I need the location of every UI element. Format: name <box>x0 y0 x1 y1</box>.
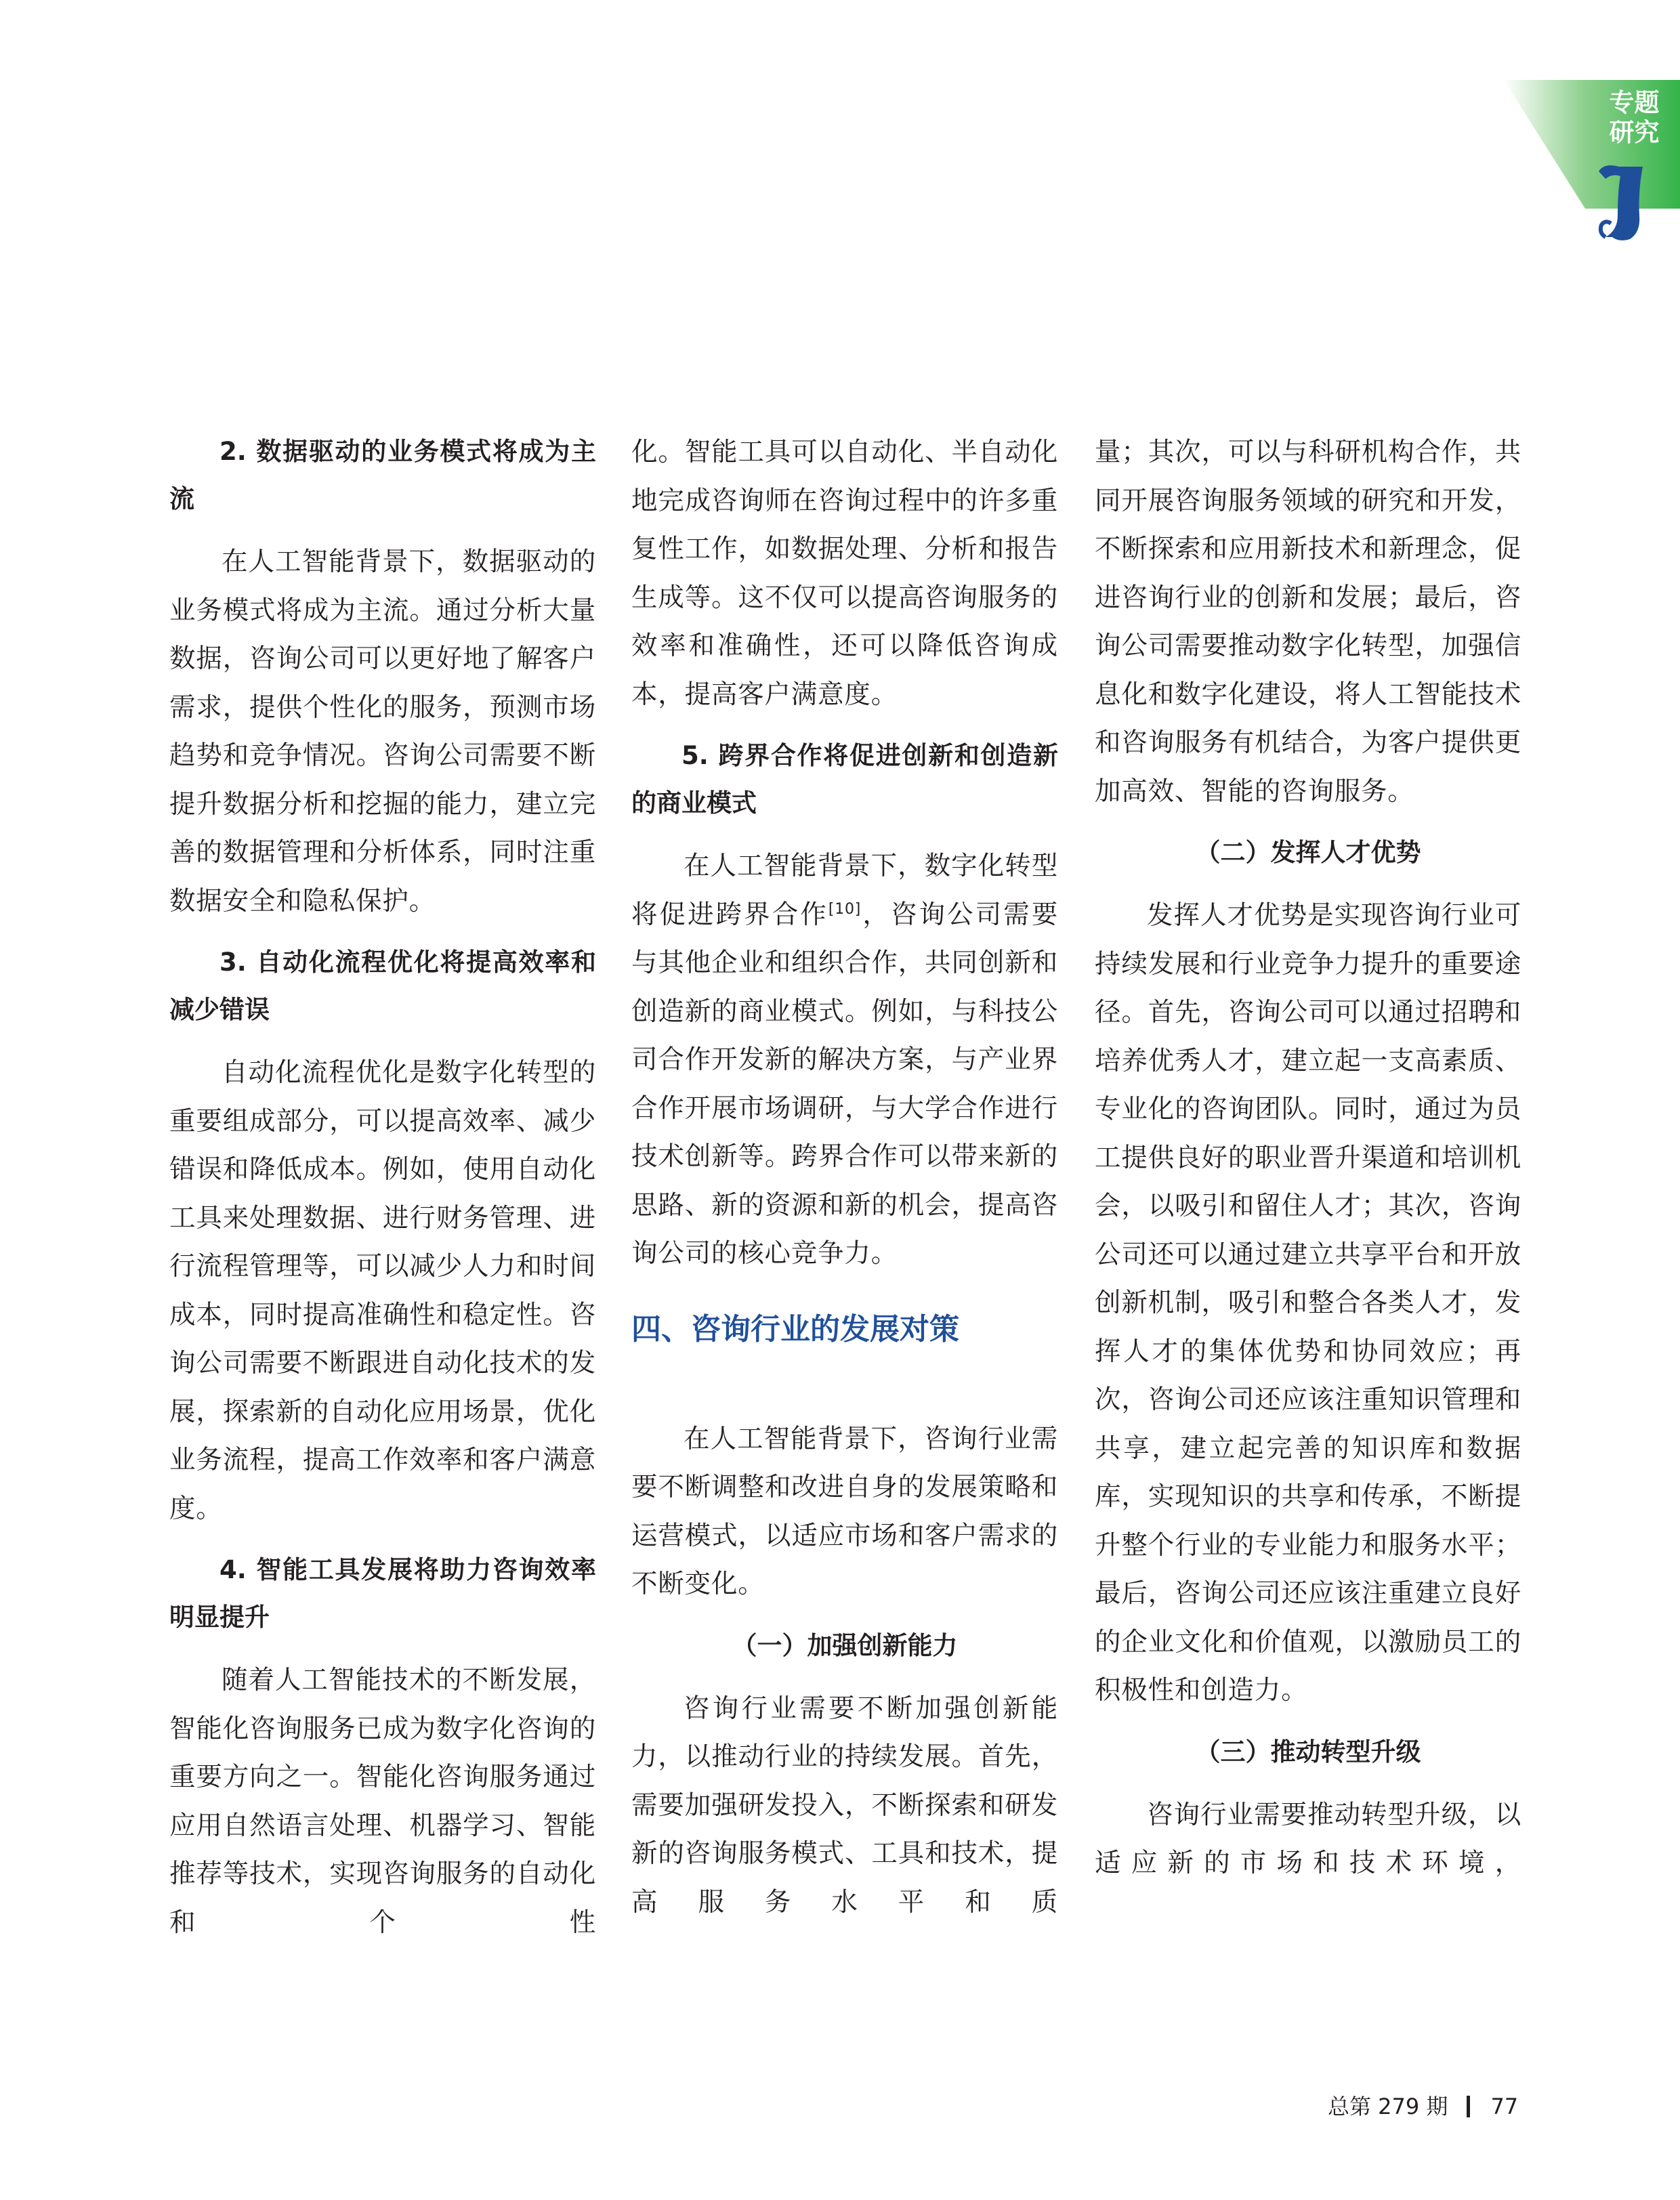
page-footer <box>1328 2093 1518 2120</box>
subsection-3-paragraph: 咨询行业需要推动转型升级，以适应新的市场和技术环境， <box>1095 1799 1521 1878</box>
subsection-1-continued: 量；其次，可以与科研机构合作，共同开展咨询服务领域的研究和开发，不断探索和应用新技术和新理念，促进咨询行业的创新和发展；最后，咨询公司需要推动数字化转型，加强信息化和数字化建设，将人工智能技术和咨询服务有机结合，为客户提供更加高效、智能的咨询服务。 <box>1095 437 1521 807</box>
paragraph-5 <box>631 842 1058 1278</box>
section-title: 四、咨询行业的发展对策 <box>631 1311 959 1347</box>
heading-4: 4. 智能工具发展将助力咨询效率明显提升 <box>169 1555 596 1632</box>
paragraph-2: 在人工智能背景下，数据驱动的业务模式将成为主流。通过分析大量数据，咨询公司可以更好地了解客户需求，提供个性化的服务，预测市场趋势和竞争情况。咨询公司需要不断提升数据分析和挖掘的能力，建立完善的数据管理和分析体系，同时注重数据安全和隐私保护。 <box>169 547 596 916</box>
heading-5: 5. 跨界合作将促进创新和创造新的商业模式 <box>631 741 1058 818</box>
paragraph-5-text-b: ，咨询公司需要与其他企业和组织合作，共同创新和创造新的商业模式。例如，与科技公司合作开发新的解决方案，与产业界合作开展市场调研，与大学合作进行技术创新等。跨界合作可以带来新的思路、新的资源和新的机会，提高咨询公司的核心竞争力。 <box>631 899 1058 1269</box>
paragraph-4-continued: 化。智能工具可以自动化、半自动化地完成咨询师在咨询过程中的许多重复性工作，如数据处理、分析和报告生成等。这不仅可以提高咨询服务的效率和准确性，还可以降低咨询成本，提高客户满意度。 <box>631 437 1058 710</box>
subsection-1-paragraph: 咨询行业需要不断加强创新能力，以推动行业的持续发展。首先，需要加强研发投入，不断探索和研发新的咨询服务模式、工具和技术，提高服务水平和质 <box>631 1693 1058 1918</box>
section-badge-label <box>1589 88 1680 148</box>
column-2 <box>631 428 1058 1926</box>
paragraph-4: 随着人工智能技术的不断发展，智能化咨询服务已成为数字化咨询的重要方向之一。智能化咨询服务通过应用自然语言处理、机器学习、智能推荐等技术，实现咨询服务的自动化和个性 <box>169 1665 596 1938</box>
subheading-1: （一）加强创新能力 <box>732 1630 958 1660</box>
heading-3: 3. 自动化流程优化将提高效率和减少错误 <box>169 948 596 1024</box>
paragraph-5-text-a: 在人工智能背景下，数字化转型将促进跨界合作 <box>631 851 1058 930</box>
subsection-2-paragraph: 发挥人才优势是实现咨询行业可持续发展和行业竞争力提升的重要途径。首先，咨询公司可以通过招聘和培养优秀人才，建立起一支高素质、专业化的咨询团队。同时，通过为员工提供良好的职业晋升渠道和培训机会，以吸引和留住人才；其次，咨询公司还可以通过建立共享平台和开放创新机制，吸引和整合各类人才，发挥人才的集体优势和协同效应；再次，咨询公司还应该注重知识管理和共享，建立起完善的知识库和数据库，实现知识的共享和传承，不断提升整个行业的专业能力和服务水平；最后，咨询公司还应该注重建立良好的企业文化和价值观，以激励员工的积极性和创造力。 <box>1095 900 1521 1706</box>
column-3 <box>1095 428 1521 1888</box>
badge-line-1: 专题 <box>1609 88 1660 117</box>
subheading-2: （二）发挥人才优势 <box>1195 838 1421 867</box>
page-number: 77 <box>1490 2094 1519 2119</box>
section-intro: 在人工智能背景下，咨询行业需要不断调整和改进自身的发展策略和运营模式，以适应市场和客户需求的不断变化。 <box>631 1423 1058 1599</box>
subheading-3: （三）推动转型升级 <box>1195 1737 1421 1767</box>
column-1 <box>169 428 596 1947</box>
issue-number: 总第 279 期 <box>1328 2094 1448 2119</box>
badge-line-2: 研究 <box>1609 118 1660 147</box>
heading-2: 2. 数据驱动的业务模式将成为主流 <box>169 437 596 513</box>
paragraph-3: 自动化流程优化是数字化转型的重要组成部分，可以提高效率、减少错误和降低成本。例如，使用自动化工具来处理数据、进行财务管理、进行流程管理等，可以减少人力和时间成本，同时提高准确性和稳定性。咨询公司需要不断跟进自动化技术的发展，探索新的自动化应用场景，优化业务流程，提高工作效率和客户满意度。 <box>169 1057 596 1524</box>
footer-divider <box>1467 2096 1470 2117</box>
citation-ref: [10] <box>828 900 862 918</box>
